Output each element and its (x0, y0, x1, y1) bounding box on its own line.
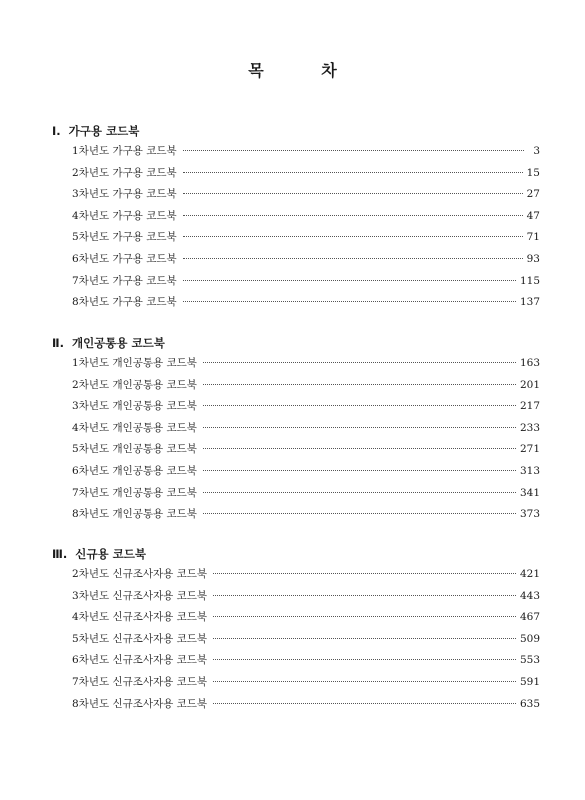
toc-entry[interactable] (72, 586, 540, 608)
toc-entry-page: 137 (519, 296, 540, 309)
toc-entry[interactable] (72, 504, 540, 526)
toc-entry[interactable] (72, 694, 540, 716)
toc-entry-label: 4차년도 가구용 코드북 (72, 209, 177, 222)
toc-entry-page: 233 (519, 421, 540, 434)
toc-entry[interactable] (72, 672, 540, 694)
toc-entry-label: 5차년도 신규조사자용 코드북 (72, 632, 208, 645)
dot-leader (213, 659, 516, 660)
dot-leader (213, 616, 516, 617)
toc-section-new (52, 544, 540, 715)
toc-entry-page: 635 (519, 697, 540, 710)
toc-entry-page: 443 (519, 589, 540, 602)
dot-leader (203, 362, 516, 363)
toc-entry[interactable] (72, 163, 540, 185)
toc-entry-label: 4차년도 신규조사자용 코드북 (72, 611, 208, 624)
dot-leader (183, 172, 523, 173)
dot-leader (183, 258, 523, 259)
section-title: 개인공통용 코드북 (71, 336, 165, 350)
toc-entry-page: 509 (519, 632, 540, 645)
toc-entry[interactable] (72, 353, 540, 375)
toc-entry-page: 93 (526, 252, 540, 265)
toc-entry-page: 553 (519, 654, 540, 667)
dot-leader (203, 405, 516, 406)
toc-entry-label: 5차년도 가구용 코드북 (72, 231, 177, 244)
toc-entry-page: 373 (519, 508, 540, 521)
toc-entry-label: 6차년도 신규조사자용 코드북 (72, 654, 208, 667)
toc-entry[interactable] (72, 292, 540, 314)
toc-entry-label: 2차년도 개인공통용 코드북 (72, 378, 197, 391)
toc-entry-page: 163 (519, 357, 540, 369)
toc-entry[interactable] (72, 184, 540, 206)
dot-leader (213, 595, 516, 596)
section-number: Ⅰ. (52, 124, 61, 138)
section-number: Ⅱ. (52, 336, 64, 350)
dot-leader (183, 236, 523, 237)
section-number: Ⅲ. (52, 547, 68, 561)
dot-leader (203, 492, 516, 493)
toc-entry-page: 467 (519, 611, 540, 624)
dot-leader (213, 681, 516, 682)
toc-entry-page: 217 (519, 400, 540, 413)
toc-entry-page: 115 (519, 274, 540, 287)
toc-entry-label: 6차년도 개인공통용 코드북 (72, 464, 197, 477)
toc-entry-page: 341 (519, 486, 540, 499)
toc-entry-page: 15 (526, 166, 540, 179)
section-heading (52, 333, 540, 353)
toc-entry-label: 7차년도 신규조사자용 코드북 (72, 675, 208, 688)
toc-entry-page: 27 (526, 188, 540, 201)
toc-entry-label: 2차년도 가구용 코드북 (72, 166, 177, 179)
toc-entry-label: 6차년도 가구용 코드북 (72, 252, 177, 265)
dot-leader (213, 638, 516, 639)
toc-entry[interactable] (72, 396, 540, 418)
dot-leader (213, 703, 516, 704)
toc-entry[interactable] (72, 249, 540, 271)
section-heading (52, 544, 540, 564)
toc-entry-label: 3차년도 가구용 코드북 (72, 188, 177, 201)
dot-leader (213, 573, 516, 574)
toc-section-individual (52, 333, 540, 526)
dot-leader (203, 513, 516, 514)
toc-entry-page: 313 (519, 464, 540, 477)
toc-entry[interactable] (72, 439, 540, 461)
toc-entry-page: 47 (526, 209, 540, 222)
toc-entry-label: 8차년도 개인공통용 코드북 (72, 508, 197, 521)
toc-entry-label: 8차년도 가구용 코드북 (72, 296, 177, 309)
dot-leader (203, 427, 516, 428)
section-title: 가구용 코드북 (68, 124, 140, 138)
toc-entry[interactable] (72, 141, 540, 163)
dot-leader (203, 384, 516, 385)
toc-entry-label: 1차년도 개인공통용 코드북 (72, 357, 197, 369)
dot-leader (183, 215, 523, 216)
section-title: 신규용 코드북 (75, 547, 146, 561)
dot-leader (203, 470, 516, 471)
toc-entry[interactable] (72, 607, 540, 629)
dot-leader (183, 193, 523, 194)
toc-entry[interactable] (72, 483, 540, 505)
dot-leader (183, 280, 516, 281)
toc-entry[interactable] (72, 227, 540, 249)
toc-entry-page: 591 (519, 675, 540, 688)
toc-entry-label: 7차년도 가구용 코드북 (72, 274, 177, 287)
toc-entry-page: 421 (519, 568, 540, 580)
toc-entry[interactable] (72, 650, 540, 672)
toc-entry-page: 3 (533, 145, 540, 157)
toc-entry[interactable] (72, 375, 540, 397)
toc-entry[interactable] (72, 564, 540, 586)
toc-entry-page: 271 (519, 443, 540, 456)
toc-section-household (52, 121, 540, 314)
toc-entry-label: 1차년도 가구용 코드북 (72, 145, 177, 157)
toc-entry-label: 2차년도 신규조사자용 코드북 (72, 568, 208, 580)
toc-entry[interactable] (72, 629, 540, 651)
page-title: 목 차 (248, 61, 363, 80)
toc-entry-label: 4차년도 개인공통용 코드북 (72, 421, 197, 434)
toc-entry-label: 5차년도 개인공통용 코드북 (72, 443, 197, 456)
dot-leader (183, 301, 516, 302)
toc-entry-label: 3차년도 신규조사자용 코드북 (72, 589, 208, 602)
toc-entry[interactable] (72, 461, 540, 483)
toc-entry[interactable] (72, 271, 540, 293)
toc-entry[interactable] (72, 418, 540, 440)
dot-leader (183, 150, 524, 151)
toc-entry-label: 3차년도 개인공통용 코드북 (72, 400, 197, 413)
section-heading (52, 121, 540, 141)
toc-entry-page: 71 (526, 231, 540, 244)
dot-leader (203, 448, 516, 449)
toc-entry-page: 201 (519, 378, 540, 391)
toc-entry[interactable] (72, 206, 540, 228)
toc-entry-label: 7차년도 개인공통용 코드북 (72, 486, 197, 499)
toc-entry-label: 8차년도 신규조사자용 코드북 (72, 697, 208, 710)
